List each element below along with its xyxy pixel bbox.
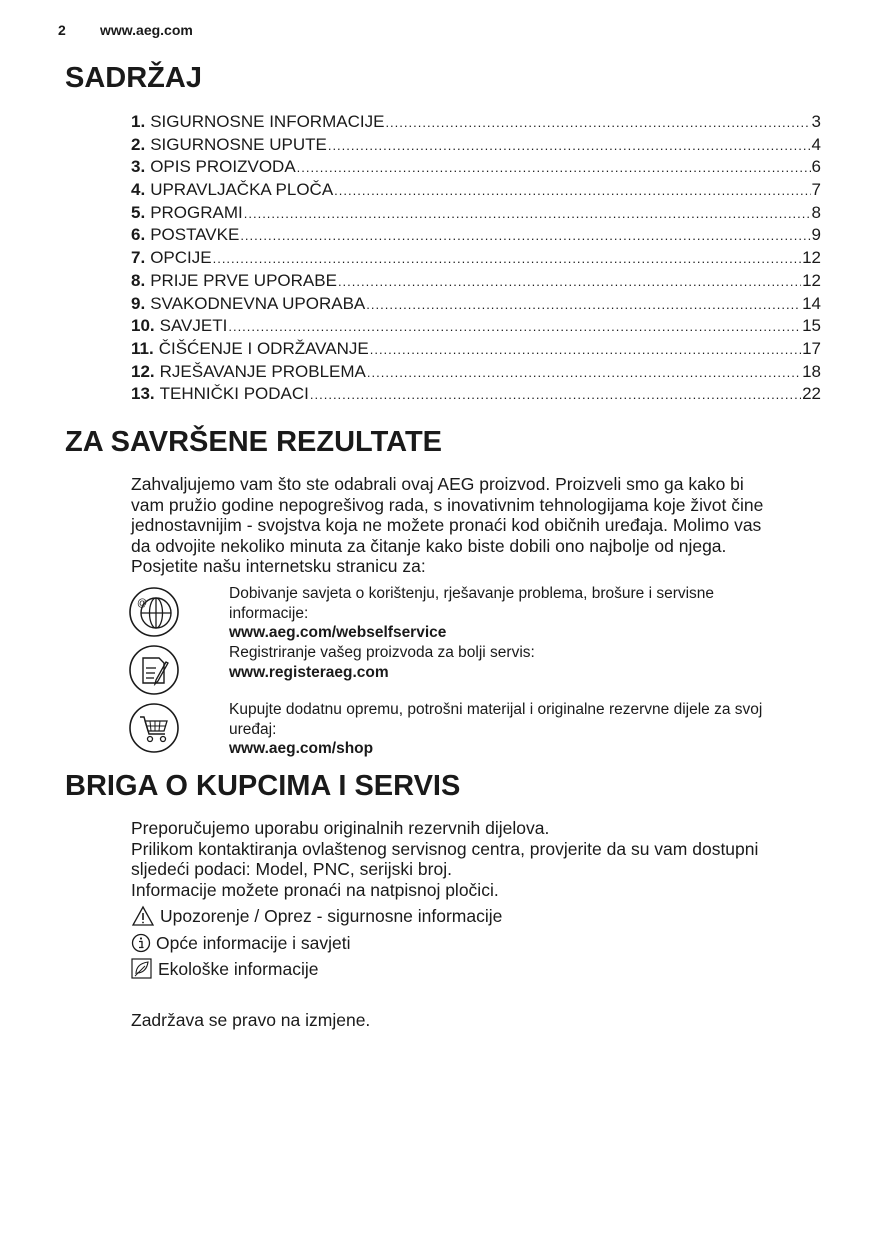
toc-item-page: 14	[802, 293, 821, 313]
toc-item-page: 4	[811, 134, 821, 154]
toc-item-title: SAVJETI	[159, 316, 228, 336]
toc-item-number: 4.	[131, 180, 146, 200]
toc-item-title: PROGRAMI	[150, 202, 243, 222]
legend-text: Opće informacije i savjeti	[156, 932, 351, 953]
care-intro	[131, 818, 821, 900]
text-line: Informacije možete pronaći na natpisnoj pločici.	[131, 879, 499, 900]
toc-item[interactable]	[131, 180, 821, 203]
toc-item-title: ČIŠĆENJE I ODRŽAVANJE	[158, 338, 369, 358]
toc-item-page: 12	[802, 270, 821, 290]
toc-item-title: SVAKODNEVNA UPORABA	[150, 293, 366, 313]
toc-item-number: 11.	[131, 338, 154, 358]
toc-item-page: 9	[811, 225, 821, 245]
service-text: uređaj:	[229, 720, 277, 738]
toc-item-title: SIGURNOSNE UPUTE	[150, 134, 327, 154]
toc-leader-dots	[328, 138, 811, 153]
toc-item-title: TEHNIČKI PODACI	[159, 384, 309, 404]
toc-item-number: 10.	[131, 316, 155, 336]
toc-leader-dots	[370, 342, 801, 357]
webselfservice-link[interactable]: www.aeg.com/webselfservice	[229, 624, 447, 641]
toc-item-title: SIGURNOSNE INFORMACIJE	[150, 112, 385, 131]
service-text: Kupujte dodatnu opremu, potrošni materijal i originalne rezervne dijele za svoj	[229, 701, 763, 718]
toc-leader-dots	[213, 251, 801, 266]
service-item-register	[229, 643, 819, 682]
toc-item[interactable]	[131, 384, 821, 407]
toc-item[interactable]	[131, 248, 821, 271]
legend-item-info	[131, 932, 351, 954]
text-line: Zahvaljujemo vam što ste odabrali ovaj AEG proizvod. Proizveli smo ga kako bi	[131, 474, 744, 494]
toc-item-page: 7	[811, 180, 821, 200]
text-line: Posjetite našu internetsku stranicu za:	[131, 556, 426, 577]
toc-item-number: 13.	[131, 384, 155, 404]
register-link[interactable]: www.registeraeg.com	[229, 663, 389, 681]
toc-leader-dots	[240, 228, 810, 243]
toc-item[interactable]	[131, 362, 821, 385]
toc-item-title: UPRAVLJAČKA PLOČA	[150, 180, 334, 200]
text-line: da odvojite nekoliko minuta za čitanje kako biste dobili ono najbolje od njega.	[131, 535, 727, 556]
service-item-shop	[229, 700, 819, 759]
toc-item-title: OPIS PROIZVODA	[150, 157, 296, 177]
toc-item-page: 6	[811, 157, 821, 177]
toc-item-page: 12	[802, 248, 821, 268]
toc-item-number: 3.	[131, 157, 146, 177]
table-of-contents	[131, 112, 821, 407]
service-text: Dobivanje savjeta o korištenju, rješavanje problema, brošure i servisne	[229, 585, 715, 602]
toc-leader-dots	[310, 387, 801, 402]
service-item-webselfservice	[229, 584, 819, 643]
toc-item-number: 5.	[131, 202, 146, 222]
globe-icon	[128, 586, 180, 638]
toc-item-number: 9.	[131, 293, 146, 313]
shop-link[interactable]: www.aeg.com/shop	[229, 740, 374, 757]
legend-item-warning	[131, 905, 502, 927]
service-text: Registriranje vašeg proizvoda za bolji servis:	[229, 644, 535, 661]
toc-leader-dots	[367, 365, 801, 380]
toc-item-page: 17	[802, 338, 821, 358]
toc-leader-dots	[366, 297, 801, 312]
toc-title: SADRŽAJ	[65, 62, 202, 94]
toc-item[interactable]	[131, 112, 821, 135]
toc-item-number: 8.	[131, 270, 146, 290]
cart-icon	[128, 702, 180, 754]
page-number: 2	[58, 22, 66, 38]
eco-leaf-icon	[131, 958, 153, 980]
toc-item-title: RJEŠAVANJE PROBLEMA	[159, 361, 366, 381]
legend-text: Ekološke informacije	[158, 958, 319, 979]
toc-leader-dots	[297, 160, 811, 175]
toc-item[interactable]	[131, 294, 821, 317]
page-header	[58, 22, 193, 38]
text-line: Preporučujemo uporabu originalnih rezervnih dijelova.	[131, 818, 550, 838]
toc-item[interactable]	[131, 339, 821, 362]
info-icon	[131, 932, 151, 954]
toc-item[interactable]	[131, 316, 821, 339]
toc-item[interactable]	[131, 225, 821, 248]
toc-item-number: 2.	[131, 134, 146, 154]
toc-item-number: 6.	[131, 225, 146, 245]
service-links	[128, 584, 828, 764]
care-title: BRIGA O KUPCIMA I SERVIS	[65, 770, 461, 802]
toc-item[interactable]	[131, 203, 821, 226]
toc-leader-dots	[228, 319, 801, 334]
toc-leader-dots	[244, 206, 811, 221]
footnote: Zadržava se pravo na izmjene.	[131, 1010, 371, 1030]
toc-item-title: OPCIJE	[150, 248, 212, 268]
toc-item-title: PRIJE PRVE UPORABE	[150, 270, 337, 290]
toc-item[interactable]	[131, 135, 821, 158]
toc-item-page: 22	[802, 384, 821, 404]
toc-item-page: 3	[811, 112, 821, 131]
toc-item-page: 15	[802, 316, 821, 336]
toc-item-title: POSTAVKE	[150, 225, 240, 245]
toc-leader-dots	[338, 274, 801, 289]
text-line: vam pružio godine nepogrešivog rada, s inovativnim tehnologijama koje život čine	[131, 494, 764, 515]
toc-item-page: 18	[802, 361, 821, 381]
warning-icon	[131, 905, 155, 927]
register-icon	[128, 644, 180, 696]
results-title: ZA SAVRŠENE REZULTATE	[65, 426, 442, 458]
toc-leader-dots	[385, 115, 810, 130]
toc-item[interactable]	[131, 271, 821, 294]
header-website[interactable]: www.aeg.com	[100, 22, 193, 38]
results-intro	[131, 474, 821, 577]
toc-item[interactable]	[131, 157, 821, 180]
svg-text:@: @	[137, 598, 148, 609]
toc-item-number: 1.	[131, 112, 146, 131]
toc-item-number: 12.	[131, 361, 155, 381]
legend-item-eco	[131, 958, 318, 980]
service-text: informacije:	[229, 604, 309, 622]
legend-text: Upozorenje / Oprez - sigurnosne informacije	[160, 905, 503, 926]
toc-item-page: 8	[811, 202, 821, 222]
toc-item-number: 7.	[131, 248, 146, 268]
toc-leader-dots	[334, 183, 810, 198]
text-line: Prilikom kontaktiranja ovlaštenog servisnog centra, provjerite da su vam dostupni	[131, 838, 759, 859]
text-line: sljedeći podaci: Model, PNC, serijski broj.	[131, 859, 452, 880]
text-line: jednostavnijim - svojstva koja ne možete pronaći kod običnih uređaja. Molimo vas	[131, 515, 762, 536]
